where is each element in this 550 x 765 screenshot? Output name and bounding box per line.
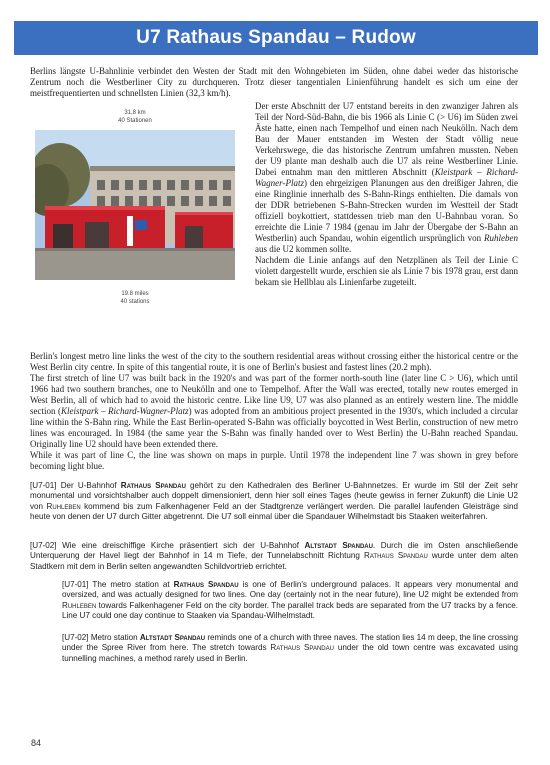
english-paragraph-2: The first stretch of line U7 was built back in the 1920's and was part of the former north-south line (later line C > U6), which until 1966 had two southern branches, one to Neukölln and one to Tempelhof. After the Wall was erected, totally new routes emerged in West Berlin, all of which had to avoid the historic centre. Like line U9, U7 was also planned as an entirely western line. The middle section (Kleistpark – Richard-Wagner-Platz) was adopted from an ambitious project presented in the 1930's, which included a circular line within the S-Bahn ring. While the East Berlin-operated S-Bahn was officially boycotted in West Berlin, construction of new metro lines was encouraged. In 1984 (the same year the S-Bahn was finally handed over to West Berlin) the U-Bahn reached Spandau. Originally line U2 should have been extended there.	[30, 373, 518, 449]
station-photo	[35, 130, 235, 280]
german-body	[255, 101, 518, 288]
photo-caption-bottom	[35, 291, 235, 306]
english-paragraph-3: While it was part of line C, the line was shown on maps in purple. Until 1978 the independent line 7 was shown in grey before becoming light blue.	[30, 450, 518, 471]
german-paragraph-1: Der erste Abschnitt der U7 entstand bereits in den zwanziger Jahren als Teil der Nord-Süd-Bahn, die bis 1966 als Linie C (> U6) im Süden zwei Äste hatte, einen nach Tempelhof und einen nach Neukölln. Nach dem Bau der Mauer entstanden im Westen der Stadt völlig neue Verkehrswege, die das historische Zentrum umfahren mussten. Neben der U9 plante man deshalb auch die U7 als reine Westberliner Linie. Dabei entnahm man den mittleren Abschnitt (Kleistpark – Richard-Wagner-Platz) den ehrgeizigen Planungen aus den dreißiger Jahren, die eine Ringlinie innerhalb des S-Bahn-Rings enthielten. Die damals von der DDR betriebenen S-Bahn-Strecken wurden im Westteil der Stadt offiziell boykottiert, stattdessen trieb man den U-Bahnbau voran. So erreichte die Linie 7 1984 (genau im Jahr der Übergabe der S-Bahn an Westberlin) auch Spandau, wohin eigentlich ursprünglich von Ruhleben aus die U2 kommen sollte.	[255, 101, 518, 254]
photo-figure	[35, 110, 235, 306]
caption-en-u7-01: [U7-01] The metro station at Rathaus Spandau is one of Berlin's underground palaces. It appears very monumental and oversized, and was actually designed for two lines. One day (certainly not in the near future), line U2 might be extended from Ruhleben towards Falkenhagener Feld on the city border. The parallel track beds are separated from the U7 tracks by a fence. Line U7 could one day continue to Staaken via Spandau-Wilhelmstadt.	[62, 580, 518, 621]
photo-caption-top	[35, 110, 235, 125]
page-header	[14, 21, 538, 55]
caption-en-u7-02: [U7-02] Metro station Altstadt Spandau reminds one of a church with three naves. The station lies 14 m deep, the line crossing under the Spree River from here. The stretch towards Rathaus Spandau under the old town centre was excavated using tunnelling machines, a method rarely used in Berlin.	[62, 633, 519, 663]
english-body	[30, 351, 518, 472]
length-km: 31,8 km	[124, 110, 146, 116]
station-count-de: 40 Stationen	[118, 117, 152, 124]
caption-de-u7-02: [U7-02] Wie eine dreischiffige Kirche präsentiert sich der U-Bahnhof Altstadt Spandau. Durch die im Osten anschließende Unterquerung der Havel liegt der Bahnhof in 14 m Tiefe, der Tunnelabschnitt Richtung Rathaus Spandau wurde unter dem alten Stadtkern mit dem in Berlin selten angewandten Schildvortrieb errichtet.	[30, 541, 518, 571]
english-paragraph-1: Berlin's longest metro line links the west of the city to the southern residential areas without crossing either the historical centre or the West Berlin city centre. In spite of this tangential route, it is one of Berlin's busiest and fastest lines (20.2 mph).	[30, 351, 518, 372]
station-count-en: 40 stations	[120, 298, 150, 305]
page-number: 84	[31, 738, 42, 748]
german-paragraph-2: Nachdem die Linie anfangs auf den Netzplänen als Teil der Linie C violett dargestellt wurde, erschien sie als Linie 7 bis 1978 grau, erst dann bekam sie Hellblau als Linienfarbe zugeteilt.	[255, 255, 518, 287]
german-intro: Berlins längste U-Bahnlinie verbindet den Westen der Stadt mit den Wohngebieten im Süden, ohne dabei weder das historische Zentrum noch die Westberliner City zu durchqueren. Trotz dieser tangentialen Linienführung handelt es sich um eine der meistfrequentierten und schnellsten Linien (32,3 km/h).	[30, 66, 518, 98]
caption-de-u7-01: [U7-01] Der U-Bahnhof Rathaus Spandau gehört zu den Kathedralen des Berliner U-Bahnnetzes. Er wurde im Stil der Zeit sehr monumental und vorsichtshalber auch doppelt dimensioniert, denn hier soll eines Tages (heute gewiss in ferner Zukunft) die Linie U2 von Ruhleben kommend bis zum Falkenhagener Feld an der Stadtgrenze verlängert werden. Die parallel laufenden Gleisträge sind heute von denen der U7 durch Gitter abgetrennt. Die U7 soll einmal über die Spandauer Wilhelmstadt bis Staaken weiterfahren.	[30, 481, 518, 522]
page-title: U7 Rathaus Spandau – Rudow	[136, 27, 416, 48]
length-miles: 19.8 miles	[121, 291, 149, 297]
